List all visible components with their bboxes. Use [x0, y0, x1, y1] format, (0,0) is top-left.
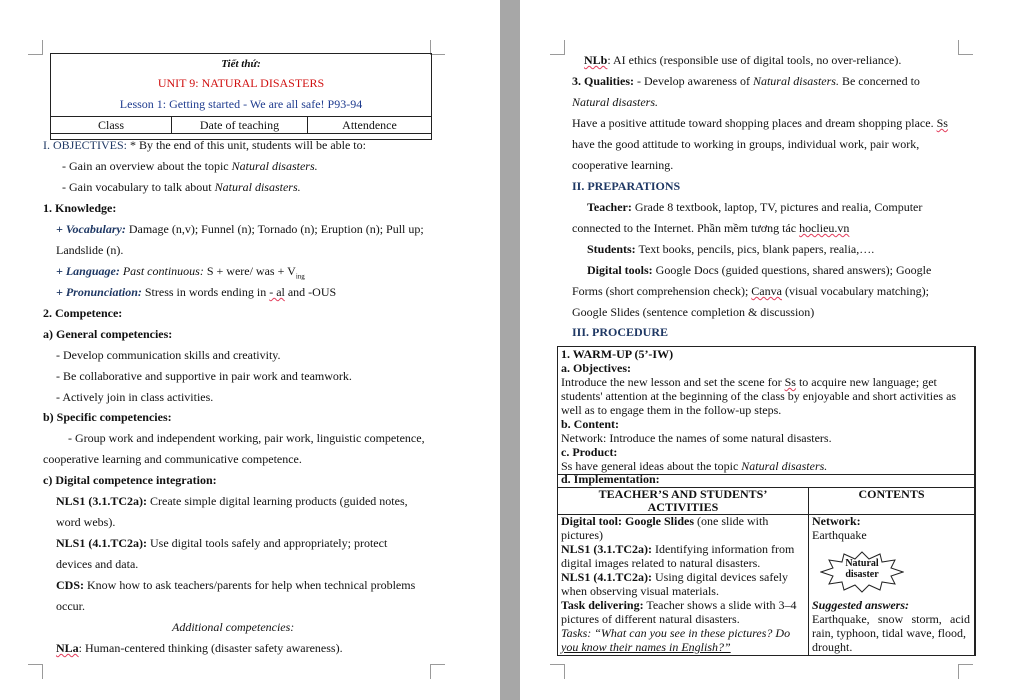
- margin-mark-bottom-left: [28, 664, 43, 679]
- network-label: Network:: [812, 514, 861, 528]
- teacher-line-2: connected to the Internet. Phần mềm tương tác hoclieu.vn: [572, 221, 850, 235]
- document-page-right: [520, 0, 1024, 700]
- warmup-content-label: b. Content:: [561, 417, 620, 431]
- objective-bullet-1: - Gain an overview about the topic Natural disasters.: [62, 159, 318, 173]
- digital-tools-line: Digital tools: Google Docs (guided questions, shared answers); Google: [587, 263, 932, 277]
- digital-tools-line-2: Forms (short comprehension check); Canva (visual vocabulary matching);: [572, 284, 929, 298]
- general-competencies-heading: a) General competencies:: [43, 327, 173, 341]
- margin-mark-top-left: [28, 40, 43, 55]
- suggested-answers-2: rain, typhoon, tidal wave, flood,: [812, 626, 966, 640]
- general-competency-3: - Actively join in class activities.: [56, 390, 214, 404]
- vocabulary-line-2: Landslide (n).: [56, 243, 124, 257]
- specific-competencies-heading: b) Specific competencies:: [43, 410, 172, 424]
- margin-mark-bottom-right: [430, 664, 445, 679]
- suggested-answers-3: drought.: [812, 640, 853, 654]
- digital-competence-heading: c) Digital competence integration:: [43, 473, 217, 487]
- attitude-line-2: have the good attitude to working in groups, individual work, pair work,: [572, 137, 920, 151]
- col-class: Class: [51, 117, 172, 134]
- suggested-answers-label: Suggested answers:: [812, 598, 910, 612]
- cds-line-2: occur.: [56, 599, 85, 613]
- general-competency-2: - Be collaborative and supportive in pair work and teamwork.: [56, 369, 352, 383]
- activity-task-delivering: Task delivering: Teacher shows a slide with 3–4: [561, 598, 797, 612]
- th-contents: CONTENTS: [858, 487, 925, 501]
- activity-digital-tool: Digital tool: Google Slides (one slide with: [561, 514, 769, 528]
- activity-nls1-4-1-2: when observing visual materials.: [561, 584, 719, 598]
- activity-nls1-3-1-2: digital images related to natural disasters.: [561, 556, 761, 570]
- warmup-implementation-label: d. Implementation:: [561, 472, 660, 486]
- cds-line: CDS: Know how to ask teachers/parents for help when technical problems: [56, 578, 416, 592]
- activity-tasks: Tasks: “What can you see in these pictures? Do: [561, 626, 791, 640]
- starburst-text-2: disaster: [845, 569, 879, 580]
- margin-mark-bottom-right: [958, 664, 973, 679]
- teacher-line: Teacher: Grade 8 textbook, laptop, TV, pictures and realia, Computer: [587, 200, 923, 214]
- pronunciation-line: + Pronunciation: Stress in words ending in - al and -OUS: [56, 285, 337, 299]
- qualities-line-2: Natural disasters.: [572, 95, 659, 109]
- margin-mark-top-right: [958, 40, 973, 55]
- warmup-product-label: c. Product:: [561, 445, 618, 459]
- objectives-heading: I. OBJECTIVES:: [43, 138, 127, 152]
- preparations-heading: II. PREPARATIONS: [572, 179, 681, 193]
- additional-competencies-heading: Additional competencies:: [172, 620, 295, 634]
- language-line: + Language: Past continuous: S + were/ was + $V_{ing}$: [56, 264, 305, 281]
- col-attendence: Attendence: [308, 117, 432, 134]
- specific-competency-1-cont: cooperative learning and communicative competence.: [43, 452, 302, 466]
- nls1-4-1-line-2: devices and data.: [56, 557, 139, 571]
- warmup-table: [557, 346, 976, 656]
- warmup-objectives-1: Introduce the new lesson and set the scene for Ss to acquire new language; get: [561, 375, 937, 389]
- general-competency-1: - Develop communication skills and creativity.: [56, 348, 281, 362]
- warmup-objectives-label: a. Objectives:: [561, 361, 631, 375]
- activity-nls1-3-1: NLS1 (3.1.TC2a): Identifying information from: [561, 542, 795, 556]
- activity-nls1-4-1: NLS1 (4.1.TC2a): Using digital devices safely: [561, 570, 788, 584]
- tiet-label: Tiết thứ:: [221, 58, 261, 70]
- warmup-objectives-2: students' attention at the beginning of the class by enjoyable and short activities as: [561, 389, 957, 403]
- th-activities-2: ACTIVITIES: [647, 500, 719, 514]
- row-divider-1: [558, 474, 974, 475]
- th-activities-1: TEACHER’S AND STUDENTS’: [598, 487, 768, 501]
- suggested-answers-1: Earthquake, snow storm, acid: [812, 612, 970, 626]
- col-date: Date of teaching: [172, 117, 308, 134]
- margin-mark-top-right: [430, 40, 445, 55]
- warmup-objectives-3: well as to engage them in the follow-up steps.: [561, 403, 782, 417]
- nls1-4-1-line: NLS1 (4.1.TC2a): Use digital tools safely and appropriately; protect: [56, 536, 388, 550]
- starburst-text-1: Natural: [845, 558, 879, 569]
- vocabulary-line: + Vocabulary: Damage (n,v); Funnel (n); Tornado (n); Eruption (n); Pull up;: [56, 222, 424, 236]
- margin-mark-bottom-left: [550, 664, 565, 679]
- margin-mark-top-left: [550, 40, 565, 55]
- network-earthquake: Earthquake: [812, 528, 867, 542]
- activity-digital-tool-2: pictures): [561, 528, 603, 542]
- warmup-product-text: Ss have general ideas about the topic Natural disasters.: [561, 459, 828, 473]
- nla-line: NLa: Human-centered thinking (disaster safety awareness).: [56, 641, 343, 655]
- nls1-3-1-line-2: word webs).: [56, 515, 116, 529]
- unit-title: UNIT 9: NATURAL DISASTERS: [157, 76, 325, 90]
- qualities-line: 3. Qualities: - Develop awareness of Natural disasters. Be concerned to: [572, 74, 920, 88]
- attitude-line-1: Have a positive attitude toward shopping places and dream shopping place. Ss: [572, 116, 948, 130]
- hoclieu-link[interactable]: hoclieu.vn: [799, 221, 850, 235]
- warmup-content-text: Network: Introduce the names of some natural disasters.: [561, 431, 832, 445]
- objective-bullet-2: - Gain vocabulary to talk about Natural disasters.: [62, 180, 301, 194]
- nls1-3-1-line: NLS1 (3.1.TC2a): Create simple digital learning products (guided notes,: [56, 494, 408, 508]
- objectives-line: [43, 138, 366, 152]
- procedure-heading: III. PROCEDURE: [572, 325, 669, 339]
- specific-competency-1: - Group work and independent working, pair work, linguistic competence,: [68, 431, 425, 445]
- attitude-line-3: cooperative learning.: [572, 158, 674, 172]
- class-date-table: [50, 116, 432, 134]
- knowledge-heading: 1. Knowledge:: [43, 201, 117, 215]
- activity-task-delivering-2: pictures of different natural disasters.: [561, 612, 740, 626]
- lesson-title: Lesson 1: Getting started - We are all safe! P93-94: [119, 97, 363, 111]
- competence-heading: 2. Competence:: [43, 306, 123, 320]
- activity-tasks-2: you know their names in English?”: [561, 640, 731, 654]
- digital-tools-line-3: Google Slides (sentence completion & discussion): [572, 305, 815, 319]
- warmup-title: 1. WARM-UP (5’-IW): [561, 347, 674, 361]
- column-divider: [808, 487, 809, 655]
- students-line: Students: Text books, pencils, pics, blank papers, realia,….: [587, 242, 875, 256]
- document-page-left: [0, 0, 500, 700]
- objectives-intro: * By the end of this unit, students will be able to:: [127, 138, 366, 152]
- nlb-line: NLb: AI ethics (responsible use of digital tools, no over-reliance).: [584, 53, 902, 67]
